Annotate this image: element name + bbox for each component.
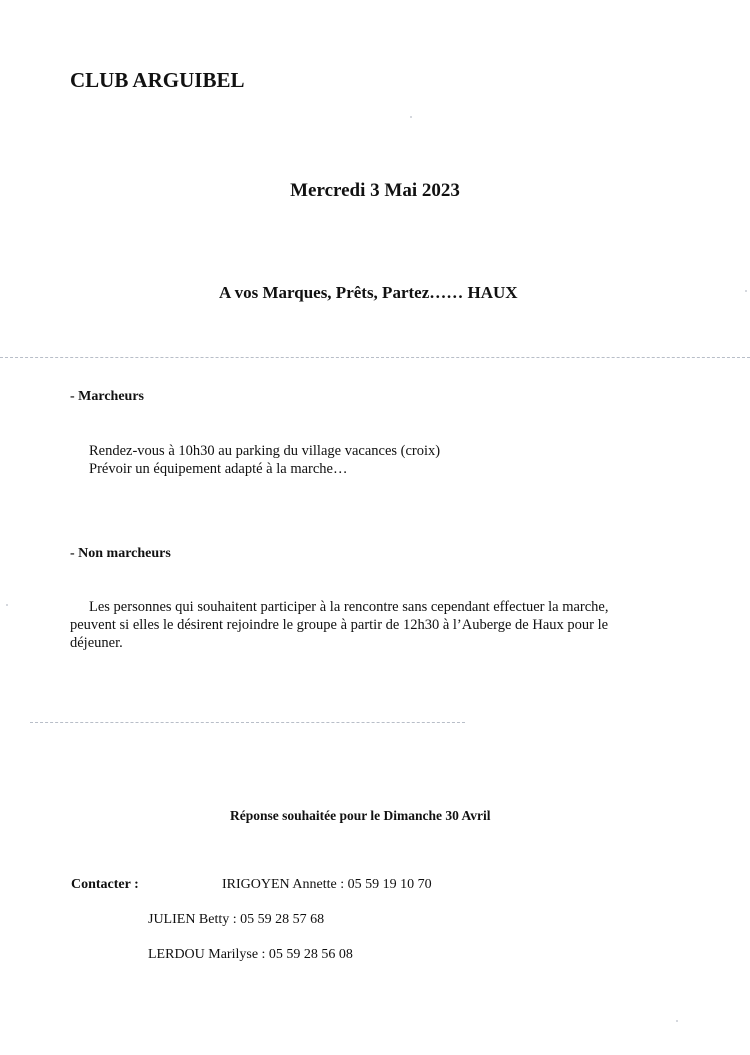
- non-walkers-line: Les personnes qui souhaitent participer à la rencontre sans cependant effectuer la marche,: [89, 599, 609, 615]
- scan-speck: [676, 1020, 678, 1022]
- event-title: A vos Marques, Prêts, Partez…… HAUX: [219, 283, 518, 302]
- scan-speck: [745, 290, 747, 292]
- scan-speck: [410, 116, 412, 118]
- walkers-line: Rendez-vous à 10h30 au parking du village vacances (croix): [89, 443, 441, 459]
- reply-deadline: Réponse souhaitée pour le Dimanche 30 Avril: [230, 808, 491, 823]
- non-walkers-line: déjeuner.: [70, 635, 123, 651]
- contact-entry: IRIGOYEN Annette : 05 59 19 10 70: [222, 877, 432, 892]
- club-name: CLUB ARGUIBEL: [70, 68, 245, 92]
- contact-label: Contacter :: [71, 877, 139, 892]
- contact-entry: JULIEN Betty : 05 59 28 57 68: [148, 912, 325, 927]
- event-date-text: Mercredi 3 Mai 2023: [290, 180, 460, 201]
- non-walkers-heading: - Non marcheurs: [70, 546, 171, 561]
- event-date: [0, 180, 750, 202]
- scan-speck: [6, 604, 8, 606]
- walkers-heading: - Marcheurs: [70, 389, 144, 404]
- non-walkers-line: peuvent si elles le désirent rejoindre le groupe à partir de 12h30 à l’Auberge de Haux pour le: [70, 617, 609, 633]
- divider: [30, 722, 465, 723]
- divider: [0, 357, 750, 358]
- contact-entry: LERDOU Marilyse : 05 59 28 56 08: [148, 947, 353, 962]
- walkers-line: Prévoir un équipement adapté à la marche…: [89, 461, 348, 477]
